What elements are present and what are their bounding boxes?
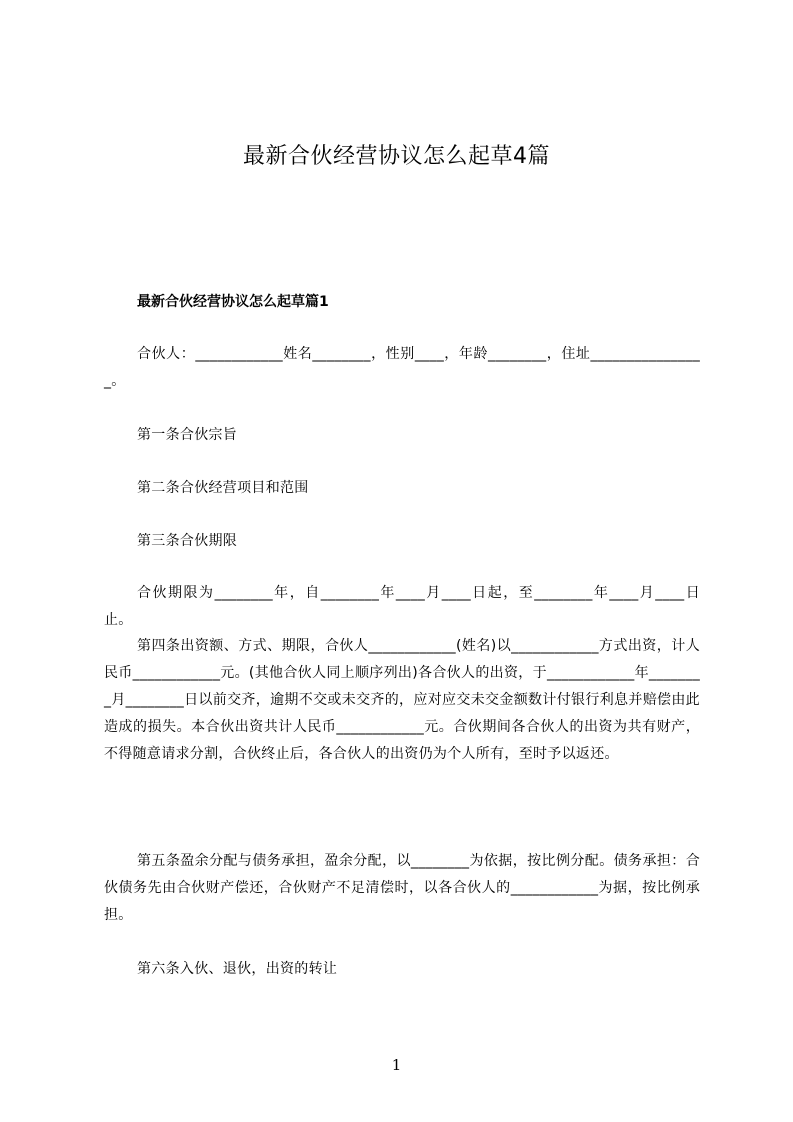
- document-title: 最新合伙经营协议怎么起草4篇: [243, 144, 550, 169]
- paragraph-article-5: 第五条盈余分配与债务承担，盈余分配，以________为依据，按比例分配。债务承担：合伙债务先由合伙财产偿还，合伙财产不足清偿时，以各合伙人的____________为据，按比例承担。: [104, 853, 700, 923]
- paragraph-article-6: 第六条入伙、退伙，出资的转让: [137, 961, 338, 977]
- section-heading: 最新合伙经营协议怎么起草篇1: [137, 294, 329, 310]
- page-number: 1: [391, 1056, 402, 1074]
- paragraph-article-4: 第四条出资额、方式、期限，合伙人____________(姓名)以____________方式出资，计人民币____________元。(其他合伙人同上顺序列出)各合伙人的出资，于____________年________月________日以前交齐，逾期不交或未交齐的，应对应交未交金额数计付银行利息并赔偿由此造成的损失。本合伙出资共计人民币____________元。合伙期间各合伙人的出资为共有财产，不得随意请求分割，合伙终止后，各合伙人的出资仍为个人所有，至时予以返还。: [104, 638, 700, 762]
- paragraph-article-3: 第三条合伙期限: [137, 533, 238, 549]
- paragraph-term: 合伙期限为________年，自________年____月____日起，至________年____月____日止。: [104, 585, 700, 628]
- paragraph-article-2: 第二条合伙经营项目和范围: [137, 480, 309, 496]
- paragraph-partner-info: 合伙人：____________姓名________，性别____，年龄________，住址________________。: [104, 346, 700, 389]
- paragraph-article-1: 第一条合伙宗旨: [137, 427, 238, 443]
